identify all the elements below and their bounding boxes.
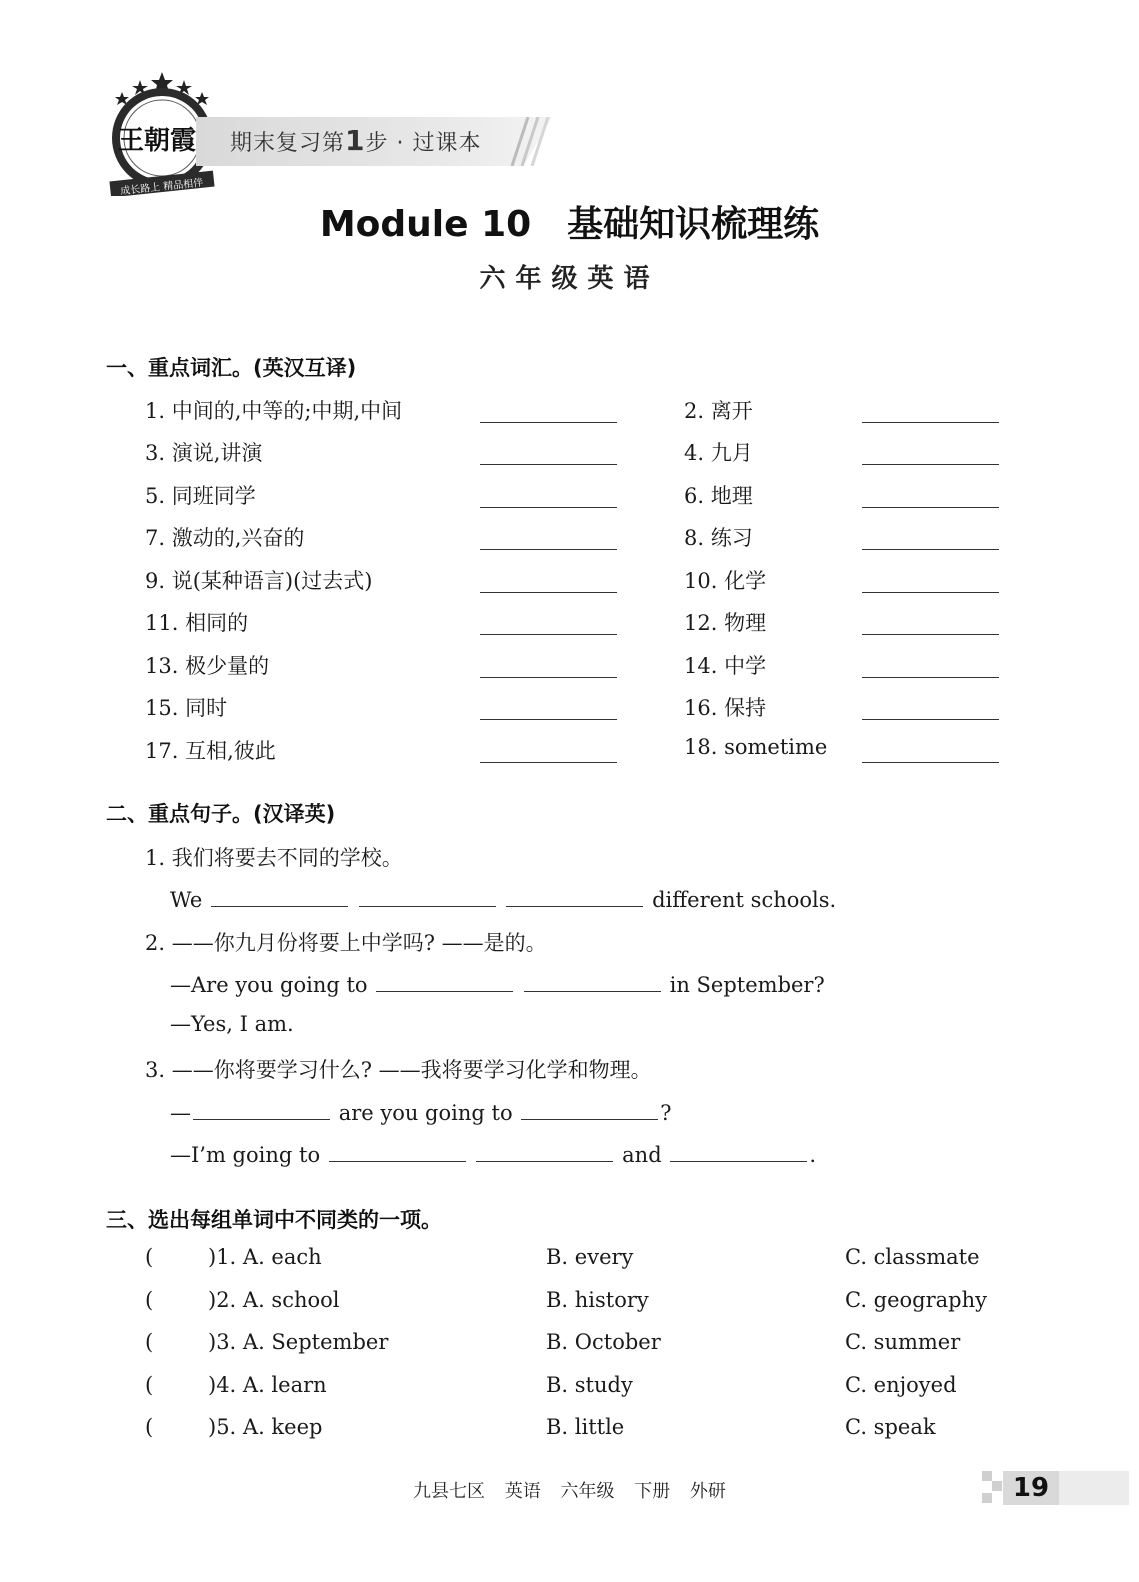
logo-ribbon-text: 成长路上 精品相伴 bbox=[119, 177, 204, 198]
banner-stripes bbox=[510, 117, 556, 166]
sentence-text: —I’m going to bbox=[170, 1143, 321, 1167]
option-a: )3. A. September bbox=[208, 1330, 389, 1354]
vocab-item: 18. sometime bbox=[684, 735, 828, 759]
answer-blank[interactable] bbox=[193, 1097, 330, 1120]
option-c: C. summer bbox=[845, 1330, 961, 1354]
answer-blank[interactable] bbox=[359, 884, 496, 907]
choice-question bbox=[0, 1415, 1139, 1455]
choice-question bbox=[0, 1330, 1139, 1370]
vocab-item: 14. 中学 bbox=[684, 654, 767, 678]
vocab-item: 1. 中间的,中等的;中期,中间 bbox=[145, 399, 403, 423]
option-b: B. study bbox=[546, 1373, 633, 1397]
decor-square bbox=[982, 1471, 992, 1481]
answer-blank[interactable] bbox=[862, 719, 999, 720]
answer-blank[interactable] bbox=[376, 969, 513, 992]
answer-paren[interactable]: ( bbox=[145, 1373, 154, 1397]
answer-blank[interactable] bbox=[506, 884, 643, 907]
banner-number: 1 bbox=[345, 124, 366, 157]
vocab-row bbox=[0, 395, 1139, 435]
answer-blank[interactable] bbox=[862, 592, 999, 593]
option-c: C. geography bbox=[845, 1288, 988, 1312]
option-b: B. history bbox=[546, 1288, 649, 1312]
sentence-text: are you going to bbox=[338, 1101, 513, 1125]
option-a: )1. A. each bbox=[208, 1245, 322, 1269]
answer-paren[interactable]: ( bbox=[145, 1288, 154, 1312]
answer-blank[interactable] bbox=[480, 549, 617, 550]
vocab-row bbox=[0, 437, 1139, 477]
sentence-text: in September? bbox=[669, 973, 825, 997]
answer-blank[interactable] bbox=[521, 1097, 658, 1120]
answer-blank[interactable] bbox=[480, 677, 617, 678]
vocab-row bbox=[0, 522, 1139, 562]
answer-blank[interactable] bbox=[862, 762, 999, 763]
vocab-item: 8. 练习 bbox=[684, 526, 753, 550]
vocab-row bbox=[0, 565, 1139, 605]
section2-heading: 二、重点句子。(汉译英) bbox=[106, 802, 336, 826]
choice-question bbox=[0, 1373, 1139, 1413]
footer-text: 九县七区 英语 六年级 下册 外研 bbox=[413, 1481, 726, 1502]
page-subtitle: 六年级英语 bbox=[479, 264, 660, 294]
answer-blank[interactable] bbox=[329, 1139, 466, 1162]
section1-heading: 一、重点词汇。(英汉互译) bbox=[106, 356, 357, 380]
sentence-cn: 2. ——你九月份将要上中学吗? ——是的。 bbox=[145, 931, 547, 955]
option-c: C. speak bbox=[845, 1415, 936, 1439]
answer-blank[interactable] bbox=[480, 592, 617, 593]
sentence-en bbox=[170, 1139, 816, 1167]
banner-prefix: 期末复习第 bbox=[230, 131, 346, 156]
sentence-en bbox=[170, 1097, 672, 1125]
option-c: C. enjoyed bbox=[845, 1373, 957, 1397]
vocab-item: 13. 极少量的 bbox=[145, 654, 270, 678]
answer-blank[interactable] bbox=[476, 1139, 613, 1162]
page-number-bar bbox=[1059, 1471, 1129, 1505]
vocab-item: 12. 物理 bbox=[684, 611, 767, 635]
option-a: )5. A. keep bbox=[208, 1415, 323, 1439]
vocab-item: 7. 激动的,兴奋的 bbox=[145, 526, 305, 550]
answer-paren[interactable]: ( bbox=[145, 1330, 154, 1354]
answer-blank[interactable] bbox=[211, 884, 348, 907]
sentence-text: We bbox=[170, 888, 203, 912]
vocab-row bbox=[0, 692, 1139, 732]
option-a: )4. A. learn bbox=[208, 1373, 327, 1397]
vocab-item: 9. 说(某种语言)(过去式) bbox=[145, 569, 373, 593]
choice-question bbox=[0, 1245, 1139, 1285]
vocab-row bbox=[0, 735, 1139, 775]
answer-blank[interactable] bbox=[862, 677, 999, 678]
vocab-item: 5. 同班同学 bbox=[145, 484, 256, 508]
vocab-item: 6. 地理 bbox=[684, 484, 753, 508]
answer-blank[interactable] bbox=[670, 1139, 807, 1162]
logo-text: 王朝霞 bbox=[118, 126, 197, 156]
answer-blank[interactable] bbox=[480, 507, 617, 508]
sentence-en: —Yes, I am. bbox=[170, 1012, 294, 1036]
vocab-item: 16. 保持 bbox=[684, 696, 767, 720]
sentence-text: different schools. bbox=[652, 888, 837, 912]
answer-blank[interactable] bbox=[480, 422, 617, 423]
answer-paren[interactable]: ( bbox=[145, 1415, 154, 1439]
vocab-row bbox=[0, 607, 1139, 647]
vocab-row bbox=[0, 480, 1139, 520]
answer-blank[interactable] bbox=[862, 549, 999, 550]
vocab-row bbox=[0, 650, 1139, 690]
decor-square bbox=[982, 1493, 992, 1503]
vocab-item: 4. 九月 bbox=[684, 441, 753, 465]
sentence-text: ? bbox=[660, 1101, 672, 1125]
answer-blank[interactable] bbox=[480, 719, 617, 720]
answer-blank[interactable] bbox=[480, 464, 617, 465]
option-b: B. October bbox=[546, 1330, 661, 1354]
sentence-text: and bbox=[622, 1143, 662, 1167]
option-a: )2. A. school bbox=[208, 1288, 340, 1312]
vocab-item: 15. 同时 bbox=[145, 696, 228, 720]
answer-blank[interactable] bbox=[480, 762, 617, 763]
sentence-cn: 1. 我们将要去不同的学校。 bbox=[145, 846, 403, 870]
answer-blank[interactable] bbox=[862, 464, 999, 465]
page-number: 19 bbox=[1003, 1471, 1059, 1505]
section3-heading: 三、选出每组单词中不同类的一项。 bbox=[106, 1208, 442, 1232]
vocab-item: 11. 相同的 bbox=[145, 611, 249, 635]
choice-question bbox=[0, 1288, 1139, 1328]
vocab-item: 3. 演说,讲演 bbox=[145, 441, 263, 465]
option-c: C. classmate bbox=[845, 1245, 980, 1269]
sentence-en bbox=[170, 884, 836, 912]
sentence-text: . bbox=[809, 1143, 817, 1167]
answer-blank[interactable] bbox=[862, 422, 999, 423]
page-title: Module 10 基础知识梳理练 bbox=[319, 204, 820, 245]
answer-blank[interactable] bbox=[862, 507, 999, 508]
sentence-text: — bbox=[170, 1101, 191, 1125]
vocab-item: 17. 互相,彼此 bbox=[145, 739, 276, 763]
answer-blank[interactable] bbox=[862, 634, 999, 635]
answer-blank[interactable] bbox=[480, 634, 617, 635]
option-b: B. little bbox=[546, 1415, 625, 1439]
banner-suffix: 步 · 过课本 bbox=[365, 131, 482, 156]
sentence-en bbox=[170, 969, 825, 997]
vocab-item: 2. 离开 bbox=[684, 399, 753, 423]
decor-square bbox=[992, 1481, 1002, 1491]
answer-paren[interactable]: ( bbox=[145, 1245, 154, 1269]
banner-text bbox=[230, 124, 481, 157]
sentence-text: —Are you going to bbox=[170, 973, 368, 997]
answer-blank[interactable] bbox=[524, 969, 661, 992]
sentence-cn: 3. ——你将要学习什么? ——我将要学习化学和物理。 bbox=[145, 1058, 652, 1082]
option-b: B. every bbox=[546, 1245, 634, 1269]
vocab-item: 10. 化学 bbox=[684, 569, 767, 593]
